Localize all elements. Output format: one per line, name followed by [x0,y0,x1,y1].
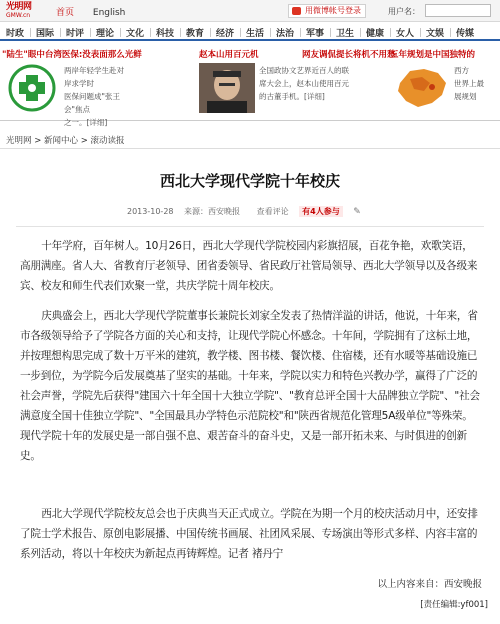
breadcrumb[interactable]: 光明网 > 新闻中心 > 滚动读报 [6,136,125,146]
promo-text: 两岸年轻学生赴对岸求学时 医保问题成"张王会"焦点 之一。[详细] [64,66,124,127]
article-paragraph: 西北大学现代学院校友总会也于庆典当天正式成立。学院在为期一个月的校庆活动月中，还安排了院士学术报告、原创电影展播、中国传统书画展、社团风采展、专场演出等形式多样、内容丰富的系列活动，将以十年校庆为新起点再铸辉煌。记者 褚丹宁 [20,508,478,560]
nav-item-jiaoyu[interactable]: 教育 [186,29,205,39]
nav-item-chuanmei[interactable]: 传媒 [456,29,475,39]
divider [0,148,500,149]
participants-badge[interactable]: 有4人参与 [299,206,343,217]
promo-item[interactable] [300,43,396,121]
weibo-icon [292,7,301,15]
content-source: 以上内容来自：西安晚报 [377,579,482,590]
nav-item-jiankang[interactable]: 健康 [366,29,385,39]
view-comments-link[interactable]: 查看评论 [256,207,289,216]
promo-title[interactable]: 网友调侃提长将机不用愁 [302,50,396,60]
top-links [56,5,141,18]
site-logo[interactable] [6,3,48,19]
home-link[interactable]: 首页 [56,8,75,18]
article-source: 来源：西安晚报 [184,207,241,216]
nav-item-weisheng[interactable]: 卫生 [336,29,355,39]
promo-title[interactable]: 赵本山用百元机 [199,50,259,60]
main-nav [0,23,500,41]
nav-item-shiping[interactable]: 时评 [66,29,85,39]
nav-item-shizheng[interactable]: 时政 [6,29,25,39]
username-input[interactable] [425,4,491,17]
weibo-login-button[interactable] [288,4,366,18]
promo-text: 全国政协文艺界近百人的联 席大会上，赵本山使用百元 的古董手机。[详细] [259,66,349,101]
promo-detail-link[interactable]: [详细] [86,118,108,127]
health-insurance-logo-image [4,63,60,113]
top-bar [0,0,500,22]
promo-title[interactable]: "陆生"眼中台湾医保:没表面那么光鲜 [2,50,142,60]
article-paragraph: 十年学府，百年树人。10月26日，西北大学现代学院校园内彩旗招展，百花争艳，欢歌笑语，高朋满座。省人大、省教育厅老领导、团省委领导、省民政厅社管局领导、西北大学领导以及各级来宾、校友和师生代表们欢聚一堂，共庆学院十周年校庆。 [20,240,478,292]
username-label: 用户名： [388,7,420,16]
weibo-login-label: 用微博帐号登录 [305,6,361,15]
english-link[interactable]: English [92,8,126,18]
article-title: 西北大学现代学院十年校庆 [159,172,340,190]
promo-title[interactable]: 五年规划是中国独特的 [390,50,476,60]
nav-item-guoji[interactable]: 国际 [36,29,55,39]
article-paragraph: 庆典盛会上，西北大学现代学院董事长兼院长刘家全发表了热情洋溢的讲话，他说，十年来，省市各级领导给予了学院各方面的关心和支持，让现代学院心怀感念。十年间，学院拥有了这标土地，并按理想构思完成了数十万平米的建筑，教学楼、图书楼、餐饮楼、住宿楼，还有水暖等基础设施已一步到位，为学院今后发展奠基了坚实的基础。十年来，学院以实力和特色兴教办学，赢得了广泛的社会声誉，学院先后获得"建国六十年全国十大独立学院"、"教育总评全国十大品牌独立学院"、"社会满意度全国十佳独立学院"、"全国最具办学特色示范院校"和"陕西省规范化管理5A级单位"等殊荣。现代学院十年的发展史是一部自强不息、艰苦奋斗的奋斗史，又是一部开拓未来、与时俱进的创新史。 [20,310,480,462]
nav-item-keji[interactable]: 科技 [156,29,175,39]
promo-text: 西方 世界上最 展规划 [454,66,484,101]
nav-item-wenyu[interactable]: 文娱 [426,29,445,39]
logo-sub: GMW.cn [6,12,31,19]
nav-item-jingji[interactable]: 经济 [216,29,235,39]
zhao-benshan-photo [199,63,255,113]
pen-icon[interactable]: ✎ [353,207,361,217]
divider [16,226,484,227]
logo-main: 光明网 [6,2,32,12]
responsible-editor: [责任编辑:yf001] [420,600,488,610]
promo-detail-link[interactable]: [详细] [304,92,325,101]
nav-item-lilun[interactable]: 理论 [96,29,115,39]
article-meta [127,206,369,217]
nav-item-nvren[interactable]: 女人 [396,29,415,39]
nav-item-shenghuo[interactable]: 生活 [246,29,265,39]
article-date: 2013-10-28 [127,207,174,216]
promo-item[interactable] [0,43,142,127]
promo-item[interactable] [388,43,500,121]
nav-item-junshi[interactable]: 军事 [306,29,325,39]
china-map-image [392,63,450,113]
promo-strip [0,43,500,127]
nav-item-fazhi[interactable]: 法治 [276,29,295,39]
nav-item-wenhua[interactable]: 文化 [126,29,145,39]
